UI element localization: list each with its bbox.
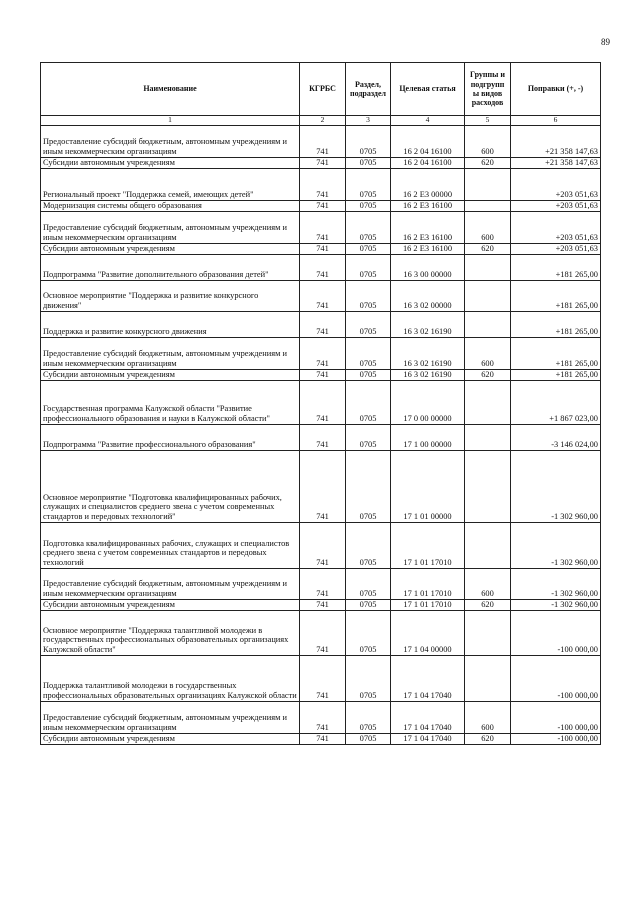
- row-target-article: 16 3 02 00000: [391, 281, 465, 312]
- row-kgrbs: 741: [300, 312, 346, 338]
- row-amendment-amount: +181 265,00: [511, 312, 601, 338]
- table-row: [41, 201, 601, 212]
- page-number: 89: [601, 37, 610, 47]
- row-section: 0705: [346, 523, 391, 569]
- row-expense-group: 600: [465, 569, 511, 600]
- table-row: [41, 158, 601, 169]
- row-kgrbs: 741: [300, 702, 346, 734]
- row-expense-group: [465, 425, 511, 451]
- row-amendment-amount: +181 265,00: [511, 255, 601, 281]
- row-expense-group: [465, 201, 511, 212]
- row-amendment-amount: +203 051,63: [511, 212, 601, 244]
- row-section: 0705: [346, 281, 391, 312]
- column-index: 3: [346, 116, 391, 126]
- row-section: 0705: [346, 312, 391, 338]
- row-section: 0705: [346, 158, 391, 169]
- row-expense-group: [465, 611, 511, 656]
- row-expense-group: 620: [465, 158, 511, 169]
- row-kgrbs: 741: [300, 600, 346, 611]
- row-name: Основное мероприятие "Поддержка талантливой молодежи в государственных профессиональных образовательных организациях Калужской области": [41, 611, 300, 656]
- table-row: [41, 656, 601, 702]
- row-amendment-amount: -1 302 960,00: [511, 569, 601, 600]
- header-target: Целевая статья: [391, 63, 465, 116]
- row-section: 0705: [346, 656, 391, 702]
- row-kgrbs: 741: [300, 523, 346, 569]
- row-section: 0705: [346, 126, 391, 158]
- row-kgrbs: 741: [300, 126, 346, 158]
- row-name: Подпрограмма "Развитие дополнительного образования детей": [41, 255, 300, 281]
- row-name: Государственная программа Калужской области "Развитие профессионального образования и науки в Калужской области": [41, 381, 300, 425]
- row-amendment-amount: +181 265,00: [511, 338, 601, 370]
- row-kgrbs: 741: [300, 158, 346, 169]
- row-kgrbs: 741: [300, 338, 346, 370]
- row-section: 0705: [346, 451, 391, 523]
- table-row: [41, 126, 601, 158]
- row-target-article: 16 2 04 16100: [391, 158, 465, 169]
- row-amendment-amount: +203 051,63: [511, 244, 601, 255]
- row-target-article: 17 1 01 17010: [391, 569, 465, 600]
- column-index: 6: [511, 116, 601, 126]
- row-expense-group: 600: [465, 702, 511, 734]
- row-kgrbs: 741: [300, 425, 346, 451]
- table-row: [41, 255, 601, 281]
- row-name: Предоставление субсидий бюджетным, автономным учреждениям и иным некоммерческим организациям: [41, 569, 300, 600]
- column-index: 2: [300, 116, 346, 126]
- row-target-article: 16 3 02 16190: [391, 370, 465, 381]
- header-amendments: Поправки (+, -): [511, 63, 601, 116]
- row-amendment-amount: -100 000,00: [511, 734, 601, 745]
- table-row: [41, 734, 601, 745]
- row-target-article: 16 2 E3 16100: [391, 201, 465, 212]
- row-amendment-amount: -1 302 960,00: [511, 600, 601, 611]
- row-kgrbs: 741: [300, 451, 346, 523]
- row-expense-group: 600: [465, 212, 511, 244]
- row-kgrbs: 741: [300, 569, 346, 600]
- row-expense-group: [465, 381, 511, 425]
- table-row: [41, 312, 601, 338]
- row-target-article: 17 1 04 17040: [391, 734, 465, 745]
- table-body: [41, 126, 601, 745]
- row-name: Подготовка квалифицированных рабочих, служащих и специалистов среднего звена с учетом современных стандартов и передовых технологий: [41, 523, 300, 569]
- row-target-article: 17 1 04 17040: [391, 702, 465, 734]
- column-index: 1: [41, 116, 300, 126]
- row-kgrbs: 741: [300, 201, 346, 212]
- row-name: Поддержка и развитие конкурсного движения: [41, 312, 300, 338]
- row-section: 0705: [346, 381, 391, 425]
- row-kgrbs: 741: [300, 212, 346, 244]
- column-index: 5: [465, 116, 511, 126]
- row-target-article: 17 1 01 00000: [391, 451, 465, 523]
- row-expense-group: 600: [465, 126, 511, 158]
- row-amendment-amount: -100 000,00: [511, 656, 601, 702]
- table-row: [41, 600, 601, 611]
- row-name: Субсидии автономным учреждениям: [41, 370, 300, 381]
- row-target-article: 17 1 04 17040: [391, 656, 465, 702]
- row-section: 0705: [346, 244, 391, 255]
- row-target-article: 16 3 02 16190: [391, 312, 465, 338]
- table-row: [41, 281, 601, 312]
- budget-amendments-table: [40, 62, 601, 745]
- table-row: [41, 338, 601, 370]
- row-name: Модернизация системы общего образования: [41, 201, 300, 212]
- row-name: Основное мероприятие "Поддержка и развитие конкурсного движения": [41, 281, 300, 312]
- row-expense-group: [465, 656, 511, 702]
- row-section: 0705: [346, 425, 391, 451]
- row-target-article: 17 1 01 17010: [391, 523, 465, 569]
- row-expense-group: 620: [465, 600, 511, 611]
- row-section: 0705: [346, 600, 391, 611]
- row-kgrbs: 741: [300, 611, 346, 656]
- row-expense-group: [465, 312, 511, 338]
- row-section: 0705: [346, 702, 391, 734]
- row-amendment-amount: -100 000,00: [511, 702, 601, 734]
- row-name: Субсидии автономным учреждениям: [41, 600, 300, 611]
- row-target-article: 17 1 04 00000: [391, 611, 465, 656]
- header-name: Наименование: [41, 63, 300, 116]
- row-section: 0705: [346, 212, 391, 244]
- row-kgrbs: 741: [300, 381, 346, 425]
- row-expense-group: [465, 281, 511, 312]
- table-row: [41, 169, 601, 201]
- table-row: [41, 244, 601, 255]
- column-index: 4: [391, 116, 465, 126]
- row-section: 0705: [346, 201, 391, 212]
- row-section: 0705: [346, 169, 391, 201]
- row-name: Предоставление субсидий бюджетным, автономным учреждениям и иным некоммерческим организациям: [41, 126, 300, 158]
- row-amendment-amount: +21 358 147,63: [511, 126, 601, 158]
- row-amendment-amount: -1 302 960,00: [511, 523, 601, 569]
- row-target-article: 16 2 04 16100: [391, 126, 465, 158]
- row-amendment-amount: +203 051,63: [511, 201, 601, 212]
- header-groups: Группы и подгрупп ы видов расходов: [465, 63, 511, 116]
- row-expense-group: 620: [465, 370, 511, 381]
- row-kgrbs: 741: [300, 255, 346, 281]
- row-name: Региональный проект "Поддержка семей, имеющих детей": [41, 169, 300, 201]
- table-row: [41, 425, 601, 451]
- table-row: [41, 611, 601, 656]
- header-kgrbs: КГРБС: [300, 63, 346, 116]
- row-name: Субсидии автономным учреждениям: [41, 158, 300, 169]
- row-target-article: 17 1 01 17010: [391, 600, 465, 611]
- row-expense-group: [465, 523, 511, 569]
- table-row: [41, 370, 601, 381]
- row-expense-group: 600: [465, 338, 511, 370]
- row-name: Субсидии автономным учреждениям: [41, 244, 300, 255]
- row-kgrbs: 741: [300, 281, 346, 312]
- table-row: [41, 451, 601, 523]
- row-expense-group: 620: [465, 244, 511, 255]
- table-row: [41, 569, 601, 600]
- row-expense-group: [465, 169, 511, 201]
- row-section: 0705: [346, 255, 391, 281]
- row-section: 0705: [346, 734, 391, 745]
- row-target-article: 16 3 02 16190: [391, 338, 465, 370]
- row-target-article: 16 2 E3 16100: [391, 212, 465, 244]
- row-name: Подпрограмма "Развитие профессионального образования": [41, 425, 300, 451]
- row-name: Предоставление субсидий бюджетным, автономным учреждениям и иным некоммерческим организациям: [41, 338, 300, 370]
- row-target-article: 16 3 00 00000: [391, 255, 465, 281]
- row-section: 0705: [346, 338, 391, 370]
- row-amendment-amount: -100 000,00: [511, 611, 601, 656]
- row-kgrbs: 741: [300, 656, 346, 702]
- row-name: Субсидии автономным учреждениям: [41, 734, 300, 745]
- row-target-article: 16 2 E3 16100: [391, 244, 465, 255]
- row-target-article: 16 2 E3 00000: [391, 169, 465, 201]
- row-kgrbs: 741: [300, 169, 346, 201]
- row-kgrbs: 741: [300, 370, 346, 381]
- row-name: Предоставление субсидий бюджетным, автономным учреждениям и иным некоммерческим организациям: [41, 212, 300, 244]
- row-kgrbs: 741: [300, 244, 346, 255]
- row-expense-group: 620: [465, 734, 511, 745]
- row-amendment-amount: +1 867 023,00: [511, 381, 601, 425]
- table-row: [41, 381, 601, 425]
- row-target-article: 17 1 00 00000: [391, 425, 465, 451]
- column-index-row: [41, 116, 601, 126]
- row-target-article: 17 0 00 00000: [391, 381, 465, 425]
- table-row: [41, 523, 601, 569]
- header-row: [41, 63, 601, 116]
- header-section: Раздел, подраздел: [346, 63, 391, 116]
- row-amendment-amount: +181 265,00: [511, 370, 601, 381]
- table-row: [41, 702, 601, 734]
- row-expense-group: [465, 451, 511, 523]
- row-expense-group: [465, 255, 511, 281]
- row-amendment-amount: +21 358 147,63: [511, 158, 601, 169]
- row-amendment-amount: +181 265,00: [511, 281, 601, 312]
- row-section: 0705: [346, 569, 391, 600]
- row-name: Предоставление субсидий бюджетным, автономным учреждениям и иным некоммерческим организациям: [41, 702, 300, 734]
- row-section: 0705: [346, 370, 391, 381]
- row-amendment-amount: +203 051,63: [511, 169, 601, 201]
- table-row: [41, 212, 601, 244]
- row-name: Основное мероприятие "Подготовка квалифицированных рабочих, служащих и специалистов среднего звена с учетом современных стандартов и передовых технологий": [41, 451, 300, 523]
- row-name: Поддержка талантливой молодежи в государственных профессиональных образовательных организациях Калужской области: [41, 656, 300, 702]
- row-kgrbs: 741: [300, 734, 346, 745]
- row-section: 0705: [346, 611, 391, 656]
- row-amendment-amount: -3 146 024,00: [511, 425, 601, 451]
- row-amendment-amount: -1 302 960,00: [511, 451, 601, 523]
